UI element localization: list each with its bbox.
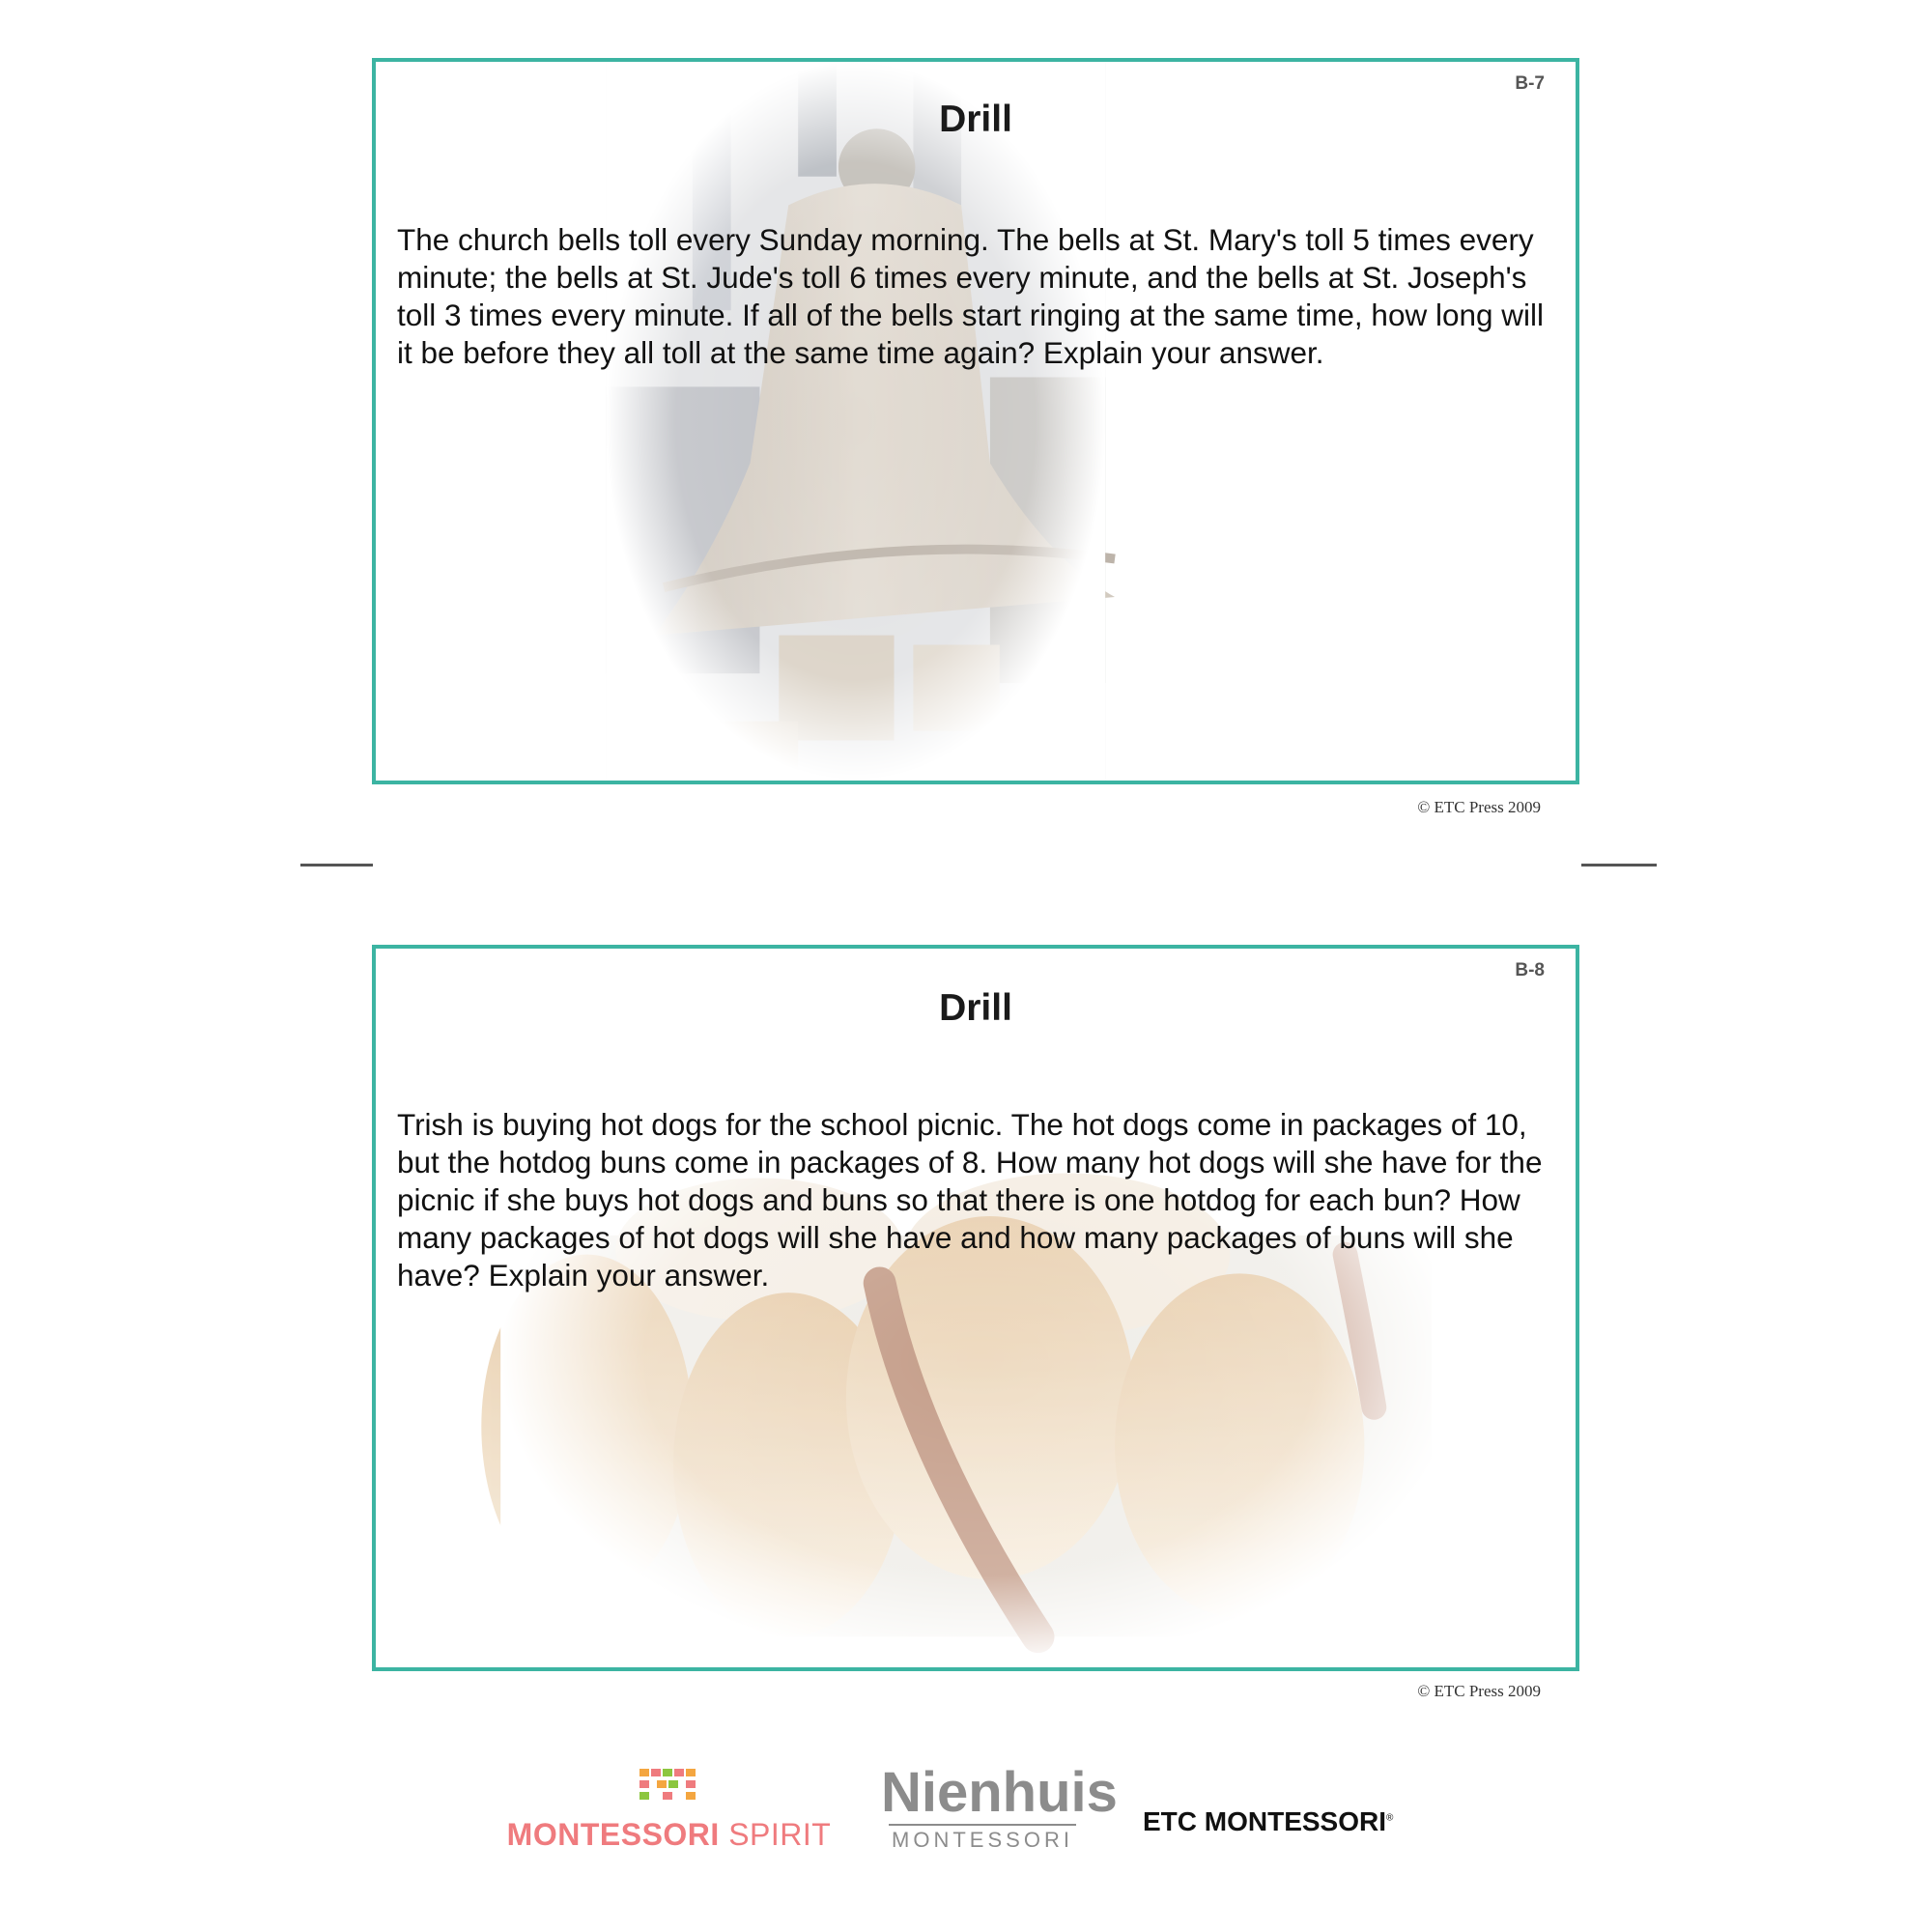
card-title: Drill <box>939 99 1012 140</box>
nienhuis-wordmark: Nienhuis <box>881 1761 1118 1824</box>
montessori-spirit-logo <box>502 1765 836 1852</box>
nienhuis-subtitle: MONTESSORI <box>892 1828 1073 1852</box>
copyright-notice: © ETC Press 2009 <box>1417 798 1541 816</box>
registered-mark: ® <box>1386 1812 1394 1824</box>
card-problem-text: The church bells toll every Sunday morning. The bells at St. Mary's toll 5 times every minute; the bells at St. Jude's toll 6 times every minute, and the bells at St. Joseph's toll 3 times every minute. If all of the bells start ringing at the same time, how long will it be before they all toll at the same time again? Explain your answer. <box>397 222 1545 370</box>
spirit-wordmark-light: SPIRIT <box>719 1817 832 1852</box>
cut-line-right <box>1581 864 1657 867</box>
card-problem-text: Trish is buying hot dogs for the school picnic. The hot dogs come in packages of 10, but the hotdog buns come in packages of 8. How many hot dogs will she have for the picnic if she buys hot dogs and buns so that there is one hotdog for each bun? How many packages of hot dogs will she have and how many packages of buns will she have? Explain your answer. <box>397 1107 1543 1293</box>
task-card-b7 <box>372 58 1579 784</box>
etc-montessori-logo <box>1143 1806 1393 1837</box>
card-code: B-8 <box>1515 960 1545 980</box>
nienhuis-logo <box>881 1761 1118 1857</box>
card-code: B-7 <box>1515 73 1545 94</box>
task-card-b8 <box>372 945 1579 1671</box>
cut-line-left <box>300 864 373 867</box>
spirit-wordmark-bold: MONTESSORI <box>506 1817 720 1852</box>
church-bell-photo <box>376 62 1576 781</box>
montessori-spirit-wordmark <box>502 1817 836 1853</box>
nienhuis-rule <box>889 1824 1076 1826</box>
montessori-spirit-mark-icon <box>639 1765 699 1807</box>
copyright-notice: © ETC Press 2009 <box>1417 1682 1541 1700</box>
card-title: Drill <box>939 987 1012 1029</box>
etc-wordmark: ETC MONTESSORI <box>1143 1806 1387 1836</box>
hotdog-buns-photo <box>376 949 1576 1667</box>
